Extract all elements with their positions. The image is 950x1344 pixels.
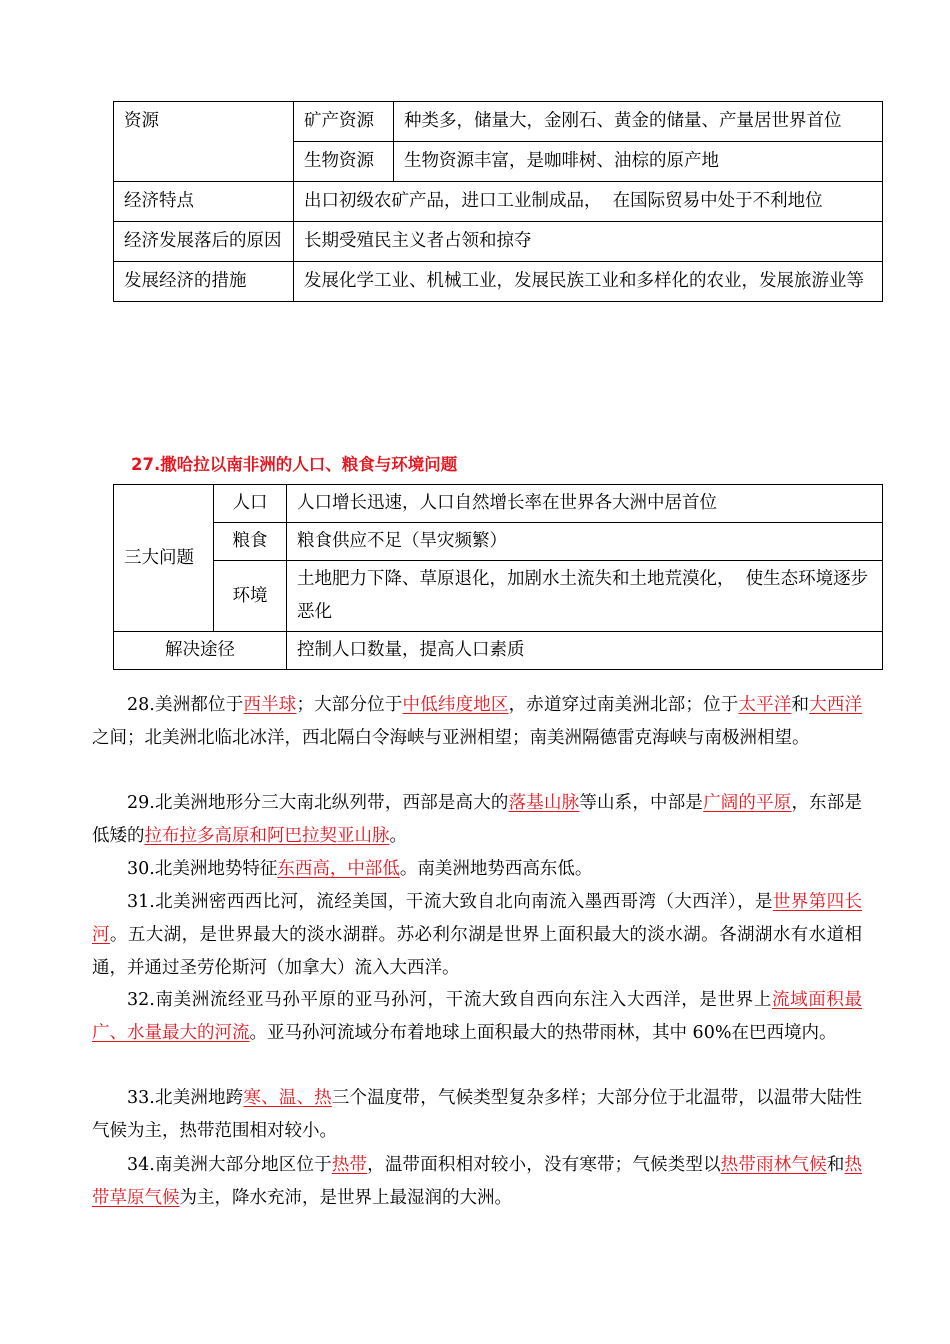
section-heading-27: 27.撒哈拉以南非洲的人口、粮食与环境问题 xyxy=(131,455,458,474)
p34-text: ，温带面积相对较小，没有寒带；气候类型以 xyxy=(367,1155,721,1175)
p29-key: 拉布拉多高原和阿巴拉契亚山脉 xyxy=(144,826,390,846)
p29-text: 29.北美洲地形分三大南北纵列带，西部是高大的 xyxy=(127,793,509,813)
p34-text: 34.南美洲大部分地区位于 xyxy=(127,1155,332,1175)
p32-key: 流域面积最广、水量最大的河流 xyxy=(92,990,862,1043)
p34-text: 和 xyxy=(826,1155,845,1175)
paragraph-34 xyxy=(92,1149,862,1215)
p28-text: 和 xyxy=(791,695,810,715)
pop-text: 人口增长迅速，人口自然增长率在世界各大洲中居首位 xyxy=(287,485,883,523)
three-problems-label: 三大问题 xyxy=(114,485,214,632)
measure-text: 发展化学工业、机械工业，发展民族工业和多样化的农业，发展旅游业等 xyxy=(294,262,883,302)
p34-key: 热带 xyxy=(331,1155,368,1175)
p33-key: 寒、温、热 xyxy=(243,1088,332,1108)
bio-label: 生物资源 xyxy=(294,142,394,182)
africa-economy-table xyxy=(113,101,883,302)
resource-label: 资源 xyxy=(114,102,294,182)
p28-text: ；大部分位于 xyxy=(296,695,403,715)
p29-text: ，东部是低矮的 xyxy=(92,793,863,846)
paragraph-31 xyxy=(92,886,862,985)
reason-text: 长期受殖民主义者占领和掠夺 xyxy=(294,222,883,262)
p29-key: 广阔的平原 xyxy=(703,793,792,813)
paragraph-33 xyxy=(92,1082,862,1148)
p30-text: 。南美洲地势西高东低。 xyxy=(399,859,593,879)
solution-label: 解决途径 xyxy=(114,632,287,670)
p29-key: 落基山脉 xyxy=(508,793,580,813)
p28-text: 之间；北美洲北临北冰洋，西北隔白令海峡与亚洲相望；南美洲隔德雷克海峡与南极洲相望。 xyxy=(92,728,810,748)
p31-key: 世界第四长河 xyxy=(92,892,863,945)
measure-label: 发展经济的措施 xyxy=(114,262,294,302)
food-label: 粮食 xyxy=(214,523,287,561)
p34-text: 为主，降水充沛，是世界上最湿润的大洲。 xyxy=(179,1188,512,1208)
pop-label: 人口 xyxy=(214,485,287,523)
p28-key: 中低纬度地区 xyxy=(402,695,509,715)
env-label: 环境 xyxy=(214,561,287,632)
p32-text: 。亚马孙河流域分布着地球上面积最大的热带雨林，其中 60%在巴西境内。 xyxy=(249,1023,837,1043)
reason-label: 经济发展落后的原因 xyxy=(114,222,294,262)
paragraph-28 xyxy=(92,689,862,755)
env-text: 土地肥力下降、草原退化，加剧水土流失和土地荒漠化， 使生态环境逐步恶化 xyxy=(287,561,883,632)
p29-text: 等山系，中部是 xyxy=(579,793,704,813)
p28-text: 28.美洲都位于 xyxy=(127,695,244,715)
p28-key: 大西洋 xyxy=(809,695,863,715)
africa-problems-table xyxy=(113,484,883,670)
solution-text: 控制人口数量，提高人口素质 xyxy=(287,632,883,670)
p30-key: 东西高，中部低 xyxy=(277,859,400,879)
paragraph-30 xyxy=(92,853,862,886)
econ-text: 出口初级农矿产品，进口工业制成品， 在国际贸易中处于不利地位 xyxy=(294,182,883,222)
p33-text: 三个温度带，气候类型复杂多样；大部分位于北温带，以温带大陆性气候为主，热带范围相对较小。 xyxy=(92,1088,862,1141)
p33-text: 33.北美洲地跨 xyxy=(127,1088,244,1108)
p34-key: 热带草原气候 xyxy=(92,1155,863,1208)
paragraph-29 xyxy=(92,787,862,853)
p34-key: 热带雨林气候 xyxy=(720,1155,827,1175)
p28-key: 西半球 xyxy=(243,695,297,715)
mineral-label: 矿产资源 xyxy=(294,102,394,142)
p30-text: 30.北美洲地势特征 xyxy=(127,859,278,879)
mineral-text: 种类多，储量大，金刚石、黄金的储量、产量居世界首位 xyxy=(394,102,883,142)
paragraph-32 xyxy=(92,984,862,1050)
p28-key: 太平洋 xyxy=(738,695,792,715)
p28-text: ，赤道穿过南美洲北部；位于 xyxy=(508,695,739,715)
p31-text: 31.北美洲密西西比河，流经美国，干流大致自北向南流入墨西哥湾（大西洋），是 xyxy=(127,892,773,912)
p32-text: 32.南美洲流经亚马孙平原的亚马孙河，干流大致自西向东注入大西洋，是世界上 xyxy=(127,990,772,1010)
food-text: 粮食供应不足（旱灾频繁） xyxy=(287,523,883,561)
p31-text: 。五大湖，是世界最大的淡水湖群。苏必利尔湖是世界上面积最大的淡水湖。各湖湖水有水道相通，并通过圣劳伦斯河（加拿大）流入大西洋。 xyxy=(92,925,863,978)
p29-text: 。 xyxy=(389,826,407,846)
econ-label: 经济特点 xyxy=(114,182,294,222)
bio-text: 生物资源丰富，是咖啡树、油棕的原产地 xyxy=(394,142,883,182)
